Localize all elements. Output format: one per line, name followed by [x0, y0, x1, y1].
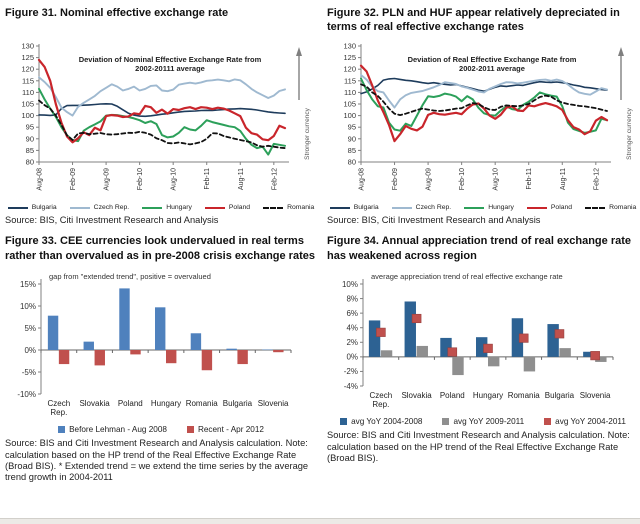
legend-line-swatch [330, 207, 350, 209]
svg-text:Slovenia: Slovenia [579, 391, 611, 401]
figure-33-title: Figure 33. CEE currencies look undervalued in real terms rather than overvalued as in pre-2008 crisis exchange rates [5, 235, 315, 262]
svg-text:Poland: Poland [117, 399, 143, 409]
legend-label: Hungary [166, 204, 192, 211]
svg-text:Aug-10: Aug-10 [492, 168, 500, 191]
figure-32-legend [325, 204, 640, 211]
svg-text:Feb-11: Feb-11 [526, 168, 534, 190]
svg-text:10%: 10% [19, 302, 36, 312]
appreciation-trend-bar-chart [325, 266, 640, 416]
svg-text:4%: 4% [346, 323, 358, 333]
svg-text:8%: 8% [346, 294, 358, 304]
figure-34-legend [325, 417, 640, 426]
legend-label: avg YoY 2004-2008 [351, 417, 423, 427]
svg-text:85: 85 [347, 145, 356, 155]
legend-item-romania [585, 204, 636, 211]
svg-text:Feb-09: Feb-09 [392, 168, 400, 191]
svg-text:Rep.: Rep. [372, 400, 390, 410]
legend-label: avg YoY 2004-2011 [555, 417, 626, 427]
svg-text:Aug-11: Aug-11 [559, 167, 567, 191]
figure-33-legend [3, 425, 319, 434]
panel-fig34 [325, 232, 640, 483]
svg-text:Aug-09: Aug-09 [425, 168, 433, 191]
legend-label: Recent - Apr 2012 [197, 425, 264, 435]
svg-text:120: 120 [343, 64, 356, 74]
svg-text:-10%: -10% [17, 390, 36, 400]
svg-text:Aug-08: Aug-08 [36, 168, 44, 191]
svg-text:6%: 6% [346, 309, 358, 319]
svg-text:Romania: Romania [507, 391, 540, 401]
svg-text:0%: 0% [24, 346, 36, 356]
svg-text:130: 130 [343, 41, 356, 51]
figure-31-source: Source: BIS, Citi Investment Research and Analysis [5, 215, 219, 225]
legend-label: Romania [287, 204, 315, 211]
svg-text:100: 100 [343, 111, 356, 121]
svg-text:-2%: -2% [343, 367, 358, 377]
legend-item-recent-apr-2012 [187, 425, 264, 434]
svg-text:Stronger currency: Stronger currency [626, 108, 633, 160]
valuation-gap-bar-chart [3, 266, 319, 424]
panel-fig32 [325, 4, 640, 226]
svg-text:0%: 0% [346, 352, 358, 362]
svg-text:80: 80 [25, 157, 34, 167]
svg-text:Hungary: Hungary [150, 399, 182, 409]
svg-text:Aug-09: Aug-09 [103, 168, 111, 191]
svg-text:Feb-11: Feb-11 [204, 168, 212, 190]
legend-line-swatch [527, 207, 547, 209]
svg-text:110: 110 [22, 87, 34, 97]
svg-text:2%: 2% [346, 338, 358, 348]
svg-text:85: 85 [25, 145, 34, 155]
svg-text:gap from "extended trend", pos: gap from "extended trend", positive = overvalued [49, 272, 211, 282]
figure-34-title: Figure 34. Annual appreciation trend of real exchange rate has weakened across region [327, 235, 632, 262]
svg-text:125: 125 [343, 53, 356, 63]
svg-text:Deviation of Nominal Effective: Deviation of Nominal Effective Exchange Rate from [78, 55, 262, 64]
svg-text:120: 120 [21, 64, 34, 74]
svg-text:80: 80 [347, 157, 356, 167]
page-edge-strip [0, 518, 640, 524]
svg-text:105: 105 [343, 99, 356, 109]
legend-square-swatch [442, 418, 449, 425]
nominal-eer-line-chart [3, 38, 319, 206]
svg-text:Czech: Czech [47, 399, 71, 409]
legend-item-hungary [142, 204, 192, 211]
svg-text:Feb-09: Feb-09 [70, 168, 78, 191]
svg-text:10%: 10% [341, 280, 358, 290]
legend-item-before-lehman-aug-2008 [58, 425, 167, 434]
legend-label: Bulgaria [353, 204, 379, 211]
svg-text:Feb-10: Feb-10 [459, 168, 467, 191]
svg-text:130: 130 [21, 41, 34, 51]
panel-fig33 [3, 232, 319, 483]
svg-text:115: 115 [22, 76, 34, 86]
svg-text:Aug-11: Aug-11 [237, 167, 245, 191]
svg-text:Feb-10: Feb-10 [137, 168, 145, 191]
legend-item-avg-yoy-2004-2008 [340, 417, 422, 426]
legend-line-swatch [142, 207, 162, 209]
svg-text:average appreciation trend of: average appreciation trend of real effective exchange rate [371, 272, 563, 282]
legend-line-swatch [464, 207, 484, 209]
legend-line-swatch [205, 207, 225, 209]
legend-item-poland [527, 204, 572, 211]
legend-item-bulgaria [8, 204, 57, 211]
legend-item-czech-rep- [392, 204, 452, 211]
svg-text:125: 125 [21, 53, 34, 63]
legend-label: Before Lehman - Aug 2008 [69, 425, 167, 435]
figure-32-source: Source: BIS, Citi Investment Research and Analysis [327, 215, 541, 225]
legend-item-czech-rep- [70, 204, 130, 211]
svg-text:Bulgaria: Bulgaria [544, 391, 575, 401]
legend-line-swatch [8, 207, 28, 209]
svg-text:95: 95 [347, 122, 356, 132]
legend-square-swatch [340, 418, 347, 425]
legend-label: Czech Rep. [415, 204, 452, 211]
legend-label: Romania [609, 204, 637, 211]
svg-text:Stronger currency: Stronger currency [304, 108, 311, 160]
legend-line-swatch [585, 207, 605, 209]
svg-text:115: 115 [344, 76, 356, 86]
svg-text:Aug-10: Aug-10 [170, 168, 178, 191]
svg-text:90: 90 [347, 134, 356, 144]
svg-text:Feb-12: Feb-12 [593, 168, 601, 191]
svg-text:Slovenia: Slovenia [257, 399, 289, 409]
legend-item-avg-yoy-2004-2011 [544, 417, 626, 426]
svg-text:Hungary: Hungary [472, 391, 504, 401]
figure-32-title: Figure 32. PLN and HUF appear relatively depreciated in terms of real effective exchange rates [327, 7, 620, 34]
svg-text:Poland: Poland [439, 391, 465, 401]
svg-text:110: 110 [344, 87, 356, 97]
svg-text:Bulgaria: Bulgaria [222, 399, 253, 409]
legend-line-swatch [70, 207, 90, 209]
figure-33-source: Source: BIS and Citi Investment Research and Analysis calculation. Note: calculation based on the HP trend of the Real Effective Exchange Rate (Broad BIS). * Extended trend = we extend the time series by the average trend growth in 2004-2011 [5, 438, 309, 483]
real-eer-line-chart [325, 38, 640, 206]
svg-text:95: 95 [25, 122, 34, 132]
svg-text:2002-20111 average: 2002-20111 average [135, 64, 205, 73]
svg-text:-4%: -4% [343, 382, 358, 392]
legend-line-swatch [392, 207, 412, 209]
legend-square-swatch [58, 426, 65, 433]
svg-text:90: 90 [25, 134, 34, 144]
svg-text:Slovakia: Slovakia [401, 391, 432, 401]
svg-text:-5%: -5% [21, 368, 36, 378]
figure-34-source: Source: BIS and Citi Investment Research and Analysis calculation. Note: calculation based on the HP trend of the Real Effective Exchange Rate (Broad BIS). [327, 430, 630, 463]
svg-text:Czech: Czech [369, 391, 393, 401]
svg-text:Feb-12: Feb-12 [271, 168, 279, 191]
figure-31-legend [3, 204, 319, 211]
legend-label: Poland [228, 204, 251, 211]
legend-label: Czech Rep. [93, 204, 130, 211]
svg-text:15%: 15% [19, 280, 36, 290]
svg-text:5%: 5% [24, 324, 36, 334]
legend-square-swatch [544, 418, 551, 425]
legend-square-swatch [187, 426, 194, 433]
legend-label: Poland [550, 204, 573, 211]
legend-item-poland [205, 204, 250, 211]
svg-text:100: 100 [21, 111, 34, 121]
svg-text:Rep.: Rep. [50, 408, 68, 418]
legend-label: avg YoY 2009-2011 [453, 417, 525, 427]
svg-text:Slovakia: Slovakia [79, 399, 110, 409]
legend-item-romania [263, 204, 314, 211]
legend-label: Bulgaria [31, 204, 57, 211]
legend-item-hungary [464, 204, 514, 211]
svg-text:Deviation of Real Effective Ex: Deviation of Real Effective Exchange Rate from [407, 55, 577, 64]
legend-label: Hungary [488, 204, 514, 211]
svg-text:2002-2011 average: 2002-2011 average [459, 64, 525, 73]
svg-text:Aug-08: Aug-08 [358, 168, 366, 191]
panel-fig31 [3, 4, 319, 226]
legend-line-swatch [263, 207, 283, 209]
figure-31-title: Figure 31. Nominal effective exchange rate [5, 7, 229, 19]
legend-item-avg-yoy-2009-2011 [442, 417, 524, 426]
legend-item-bulgaria [330, 204, 379, 211]
svg-text:105: 105 [21, 99, 34, 109]
svg-text:Romania: Romania [185, 399, 218, 409]
